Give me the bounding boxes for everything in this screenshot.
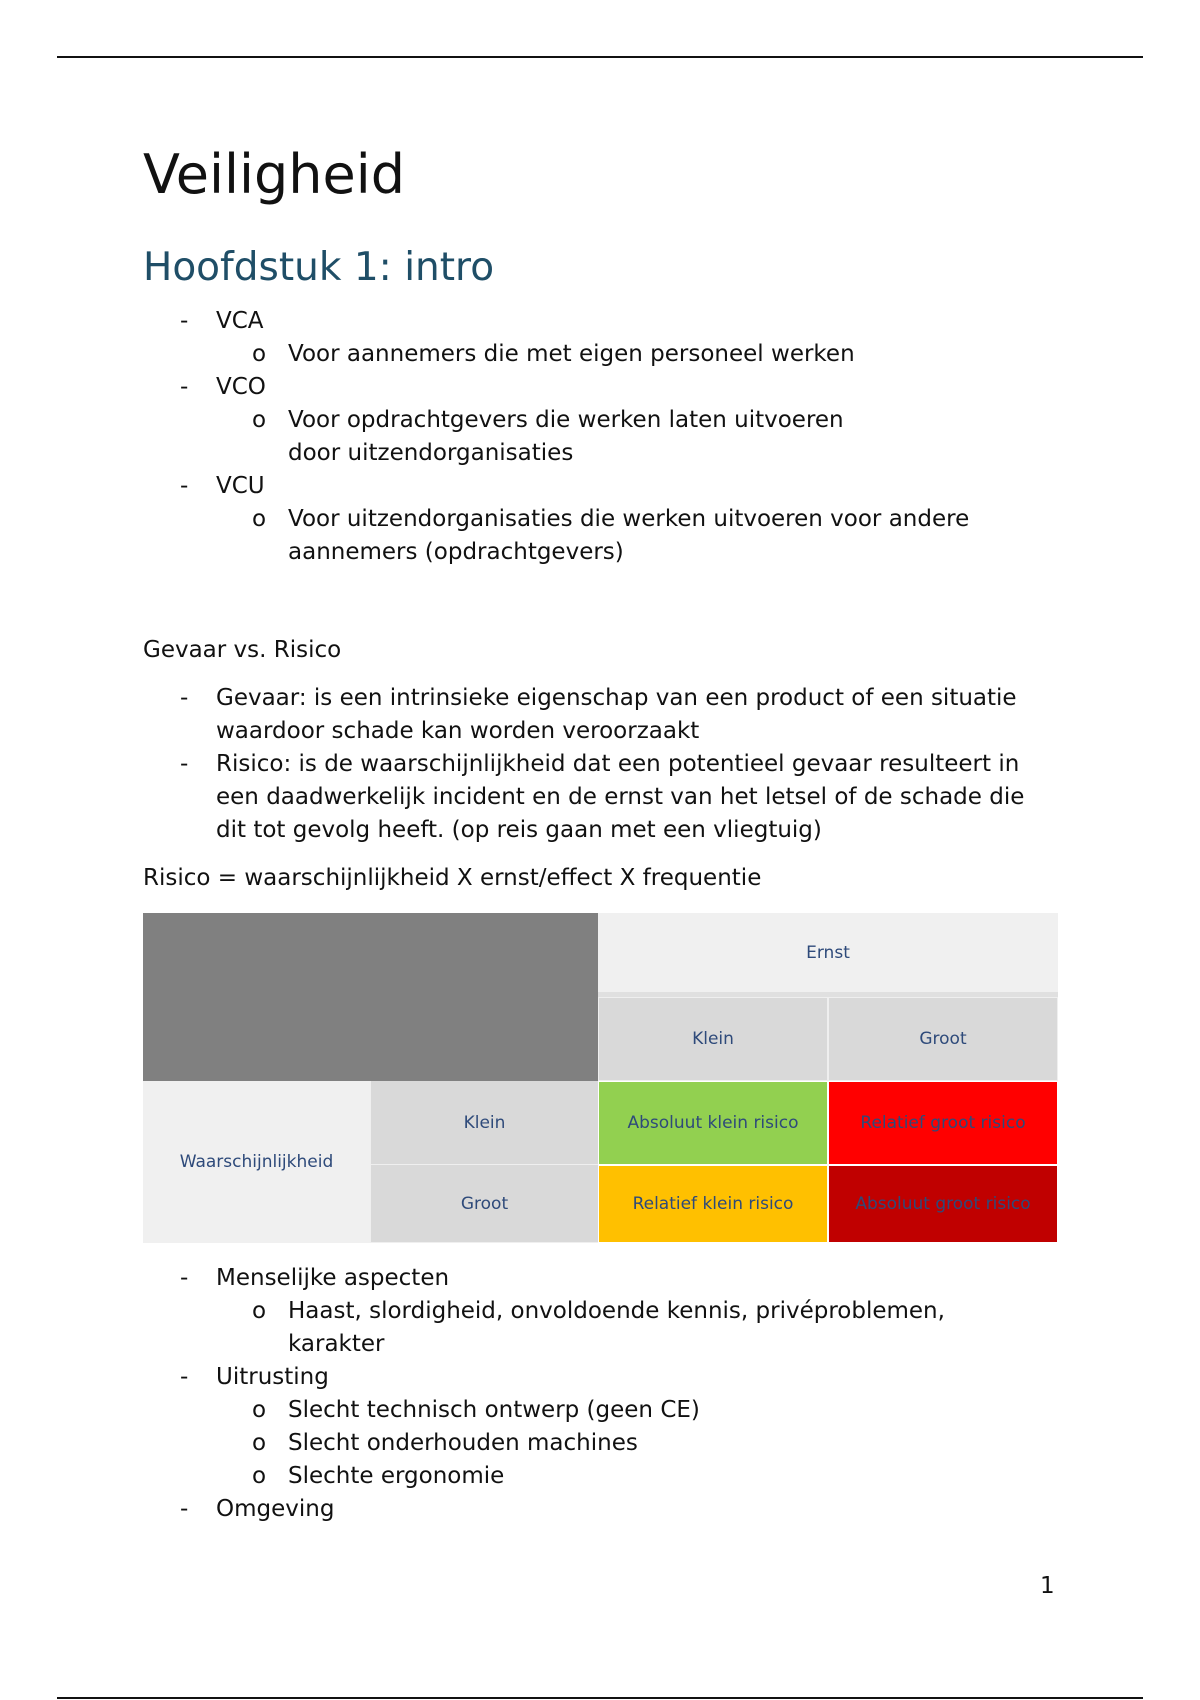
sub-item-text: Voor uitzendorganisaties die werken uitvoeren voor andere aannemers (opdrachtgevers): [288, 506, 970, 565]
sub-list-item: [216, 1460, 1080, 1493]
list-item-label: VCO: [216, 374, 266, 400]
circle-bullet: o: [252, 1430, 267, 1456]
matrix-row-klein: Klein: [370, 1081, 598, 1165]
sub-list-item: [216, 1295, 1080, 1361]
circle-bullet: o: [252, 341, 267, 367]
matrix-ernst-header: Ernst: [598, 913, 1058, 997]
risk-cell-absoluut-groot: Absoluut groot risico: [828, 1165, 1058, 1243]
sub-list-item: [216, 1427, 1080, 1460]
definitions-list: [180, 682, 1060, 847]
list-item: [180, 748, 1060, 847]
footer-rule: [57, 1697, 1143, 1699]
list-item: [180, 682, 1060, 748]
list-item: [180, 1361, 1080, 1493]
dash-bullet: -: [180, 1364, 189, 1390]
dash-bullet: -: [180, 1496, 189, 1522]
dash-bullet: -: [180, 473, 189, 499]
list-item: [180, 305, 1080, 371]
sub-item-text: Slecht technisch ontwerp (geen CE): [288, 1397, 700, 1423]
dash-bullet: -: [180, 1265, 189, 1291]
header-rule: [57, 56, 1143, 58]
list-item-label: Menselijke aspecten: [216, 1265, 450, 1291]
document-title: Veiligheid: [143, 143, 405, 206]
circle-bullet: o: [252, 1298, 267, 1324]
risk-cell-absoluut-klein: Absoluut klein risico: [598, 1081, 828, 1165]
list-item-label: VCA: [216, 308, 264, 334]
gevaar-heading: Gevaar vs. Risico: [143, 637, 342, 663]
sub-item-text: Haast, slordigheid, onvoldoende kennis, privéproblemen, karakter: [288, 1298, 945, 1357]
matrix-corner: [143, 913, 598, 1081]
circle-bullet: o: [252, 1463, 267, 1489]
matrix-row-groot: Groot: [370, 1165, 598, 1243]
list-item-label: VCU: [216, 473, 265, 499]
matrix-waarschijnlijkheid: Waarschijnlijkheid: [143, 1081, 370, 1243]
chapter-heading: Hoofdstuk 1: intro: [143, 245, 495, 290]
sub-item-text: Voor opdrachtgevers die werken laten uitvoeren door uitzendorganisaties: [288, 407, 844, 466]
circle-bullet: o: [252, 407, 267, 433]
definition-text: Risico: is de waarschijnlijkheid dat een potentieel gevaar resulteert in een daadwerkelijk incident en de ernst van het letsel of de schade die dit tot gevolg heeft. (op reis gaan met een vliegtuig): [216, 751, 1025, 843]
page-number: 1: [1040, 1573, 1055, 1599]
sub-list-item: [216, 1394, 1080, 1427]
definition-text: Gevaar: is een intrinsieke eigenschap van een product of een situatie waardoor schade kan worden veroorzaakt: [216, 685, 1017, 744]
matrix-col-groot: Groot: [828, 997, 1058, 1081]
dash-bullet: -: [180, 751, 189, 777]
dash-bullet: -: [180, 685, 189, 711]
sub-item-text: Slecht onderhouden machines: [288, 1430, 638, 1456]
dash-bullet: -: [180, 308, 189, 334]
circle-bullet: o: [252, 506, 267, 532]
intro-list: [180, 305, 1080, 569]
risk-matrix: [143, 913, 1058, 1243]
sub-list-item: [216, 503, 1080, 569]
risk-cell-relatief-klein: Relatief klein risico: [598, 1165, 828, 1243]
list-item-label: Omgeving: [216, 1496, 335, 1522]
risk-cell-relatief-groot: Relatief groot risico: [828, 1081, 1058, 1165]
risk-formula: Risico = waarschijnlijkheid X ernst/effect X frequentie: [143, 865, 762, 891]
dash-bullet: -: [180, 374, 189, 400]
list-item: [180, 1262, 1080, 1361]
list-item: [180, 470, 1080, 569]
matrix-col-klein: Klein: [598, 997, 828, 1081]
sub-item-text: Voor aannemers die met eigen personeel werken: [288, 341, 855, 367]
sub-list-item: [216, 404, 1080, 470]
list-item-label: Uitrusting: [216, 1364, 329, 1390]
list-item: [180, 1493, 1080, 1526]
sub-item-text: Slechte ergonomie: [288, 1463, 505, 1489]
sub-list-item: [216, 338, 1080, 371]
list-item: [180, 371, 1080, 470]
circle-bullet: o: [252, 1397, 267, 1423]
factors-list: [180, 1262, 1080, 1526]
